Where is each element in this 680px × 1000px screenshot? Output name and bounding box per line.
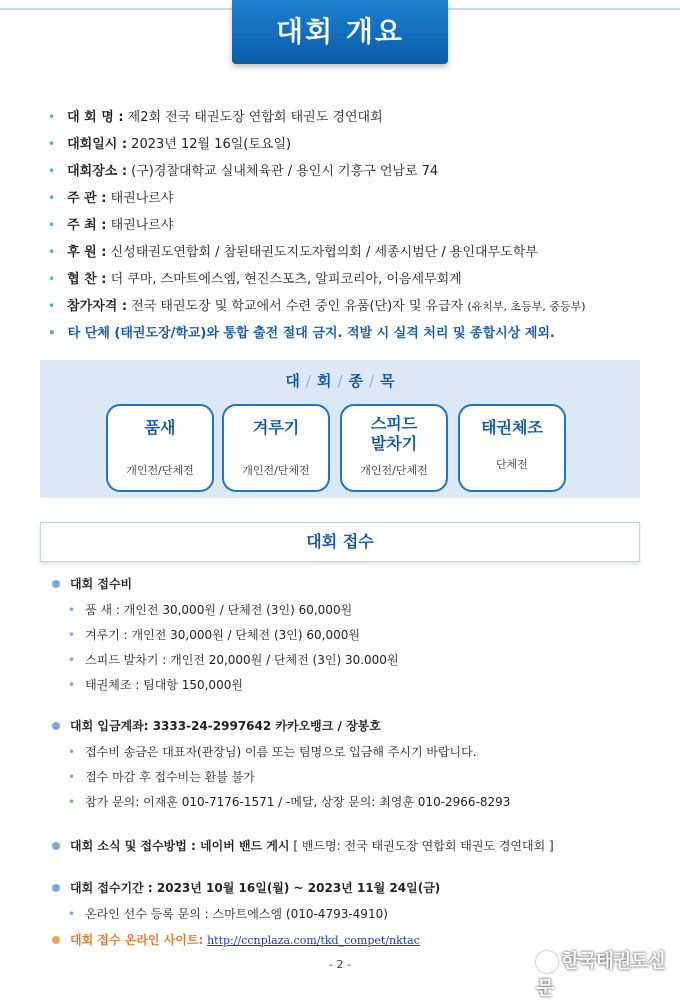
bullet-icon: •	[48, 272, 56, 286]
online-site-row: 대회 접수 온라인 사이트: http://ccnplaza.com/tkd_compet/nktac	[52, 932, 420, 949]
list-item: • 접수비 송금은 대표자(관장님) 이름 또는 팀명으로 입금해 주시기 바랍니다.	[68, 745, 477, 759]
overview-item: • 주 관 : 태권나르샤	[48, 191, 174, 206]
bullet-icon: •	[48, 245, 56, 259]
list-item: • 접수 마감 후 접수비는 환불 불가	[68, 770, 255, 784]
bullet-icon	[52, 580, 60, 588]
bullet-icon: •	[68, 678, 76, 692]
bullet-icon: •	[68, 795, 76, 809]
bullet-icon: •	[68, 770, 76, 784]
period-heading: 대회 접수기간 : 2023년 10월 16일(월) ~ 2023년 11월 24일(금)	[52, 880, 440, 896]
page-title: 대회 개요	[232, 0, 448, 64]
bullet-icon: •	[68, 653, 76, 667]
fee-heading: 대회 접수비	[52, 576, 132, 592]
events-panel	[40, 360, 640, 498]
list-item: • 온라인 선수 등록 문의 : 스마트에스엠 (010-4793-4910)	[68, 907, 388, 921]
bullet-icon: •	[48, 164, 56, 178]
registration-title: 대회 접수	[40, 522, 640, 562]
list-item: • 스피드 발차기 : 개인전 20,000원 / 단체전 (3인) 30.000원	[68, 653, 399, 667]
watermark: 한국태권도신문	[536, 950, 666, 999]
overview-item: • 협 찬 : 더 쿠마, 스마트에스엠, 현진스포츠, 알피코리아, 이음세무회계	[48, 272, 462, 287]
bullet-icon	[52, 884, 60, 892]
bullet-icon: •	[68, 907, 76, 921]
event-card-sparring: 겨루기 개인전/단체전	[222, 404, 330, 492]
bullet-icon: •	[68, 628, 76, 642]
account-heading: 대회 입금계좌: 3333-24-2997642 카카오뱅크 / 장봉호	[52, 718, 381, 734]
bullet-icon: •	[48, 110, 56, 124]
list-item: • 품 새 : 개인전 30,000원 / 단체전 (3인) 60,000원	[68, 603, 353, 617]
overview-item: • 참가자격 : 전국 태권도장 및 학교에서 수련 중인 유품(단)자 및 유급자 (유치부, 초등부, 중등부)	[48, 299, 586, 314]
bullet-icon: •	[68, 603, 76, 617]
bullet-icon: •	[68, 745, 76, 759]
events-title: 대 / 회 / 종 / 목	[285, 372, 395, 390]
event-card-aerobics: 태권체조 단체전	[458, 404, 566, 492]
list-item: • 태권체조 : 팀대항 150,000원	[68, 678, 243, 692]
warning-notice: • 타 단체 (태권도장/학교)와 통합 출전 절대 금지. 적발 시 실격 처리 및 종합시상 제외.	[48, 326, 555, 341]
bullet-icon: •	[48, 326, 56, 340]
event-card-poomsae: 품새 개인전/단체전	[106, 404, 214, 492]
bullet-icon: •	[48, 191, 56, 205]
bullet-icon: •	[48, 137, 56, 151]
bullet-icon	[52, 722, 60, 730]
online-site-link[interactable]: http://ccnplaza.com/tkd_compet/nktac	[207, 934, 420, 947]
bullet-icon	[52, 936, 60, 944]
overview-list	[48, 104, 648, 347]
overview-item: • 대 회 명 : 제2회 전국 태권도장 연합회 태권도 경연대회	[48, 110, 383, 125]
watermark-logo-icon	[536, 951, 558, 973]
overview-item: • 대회일시 : 2023년 12월 16일(토요일)	[48, 137, 292, 152]
bullet-icon: •	[48, 218, 56, 232]
event-card-speed-kick: 스피드 발차기 개인전/단체전	[340, 404, 448, 492]
list-item: • 참가 문의: 이재훈 010-7176-1571 / -메달, 상장 문의: 최영훈 010-2966-8293	[68, 795, 511, 809]
bullet-icon	[52, 842, 60, 850]
overview-item: • 후 원 : 신성태권도연합회 / 참된태권도지도자협의회 / 세종시범단 / 용인대무도학부	[48, 245, 538, 260]
list-item: • 겨루기 : 개인전 30,000원 / 단체전 (3인) 60,000원	[68, 628, 360, 642]
bullet-icon: •	[48, 299, 56, 313]
news-heading: 대회 소식 및 접수방법 : 네이버 밴드 게시 [ 밴드명: 전국 태권도장 연합회 태권도 경연대회 ]	[52, 838, 554, 854]
page-number: - 2 -	[329, 958, 351, 971]
overview-item: • 주 최 : 태권나르샤	[48, 218, 174, 233]
overview-item: • 대회장소 : (구)경찰대학교 실내체육관 / 용인시 기흥구 언남로 74	[48, 164, 439, 179]
